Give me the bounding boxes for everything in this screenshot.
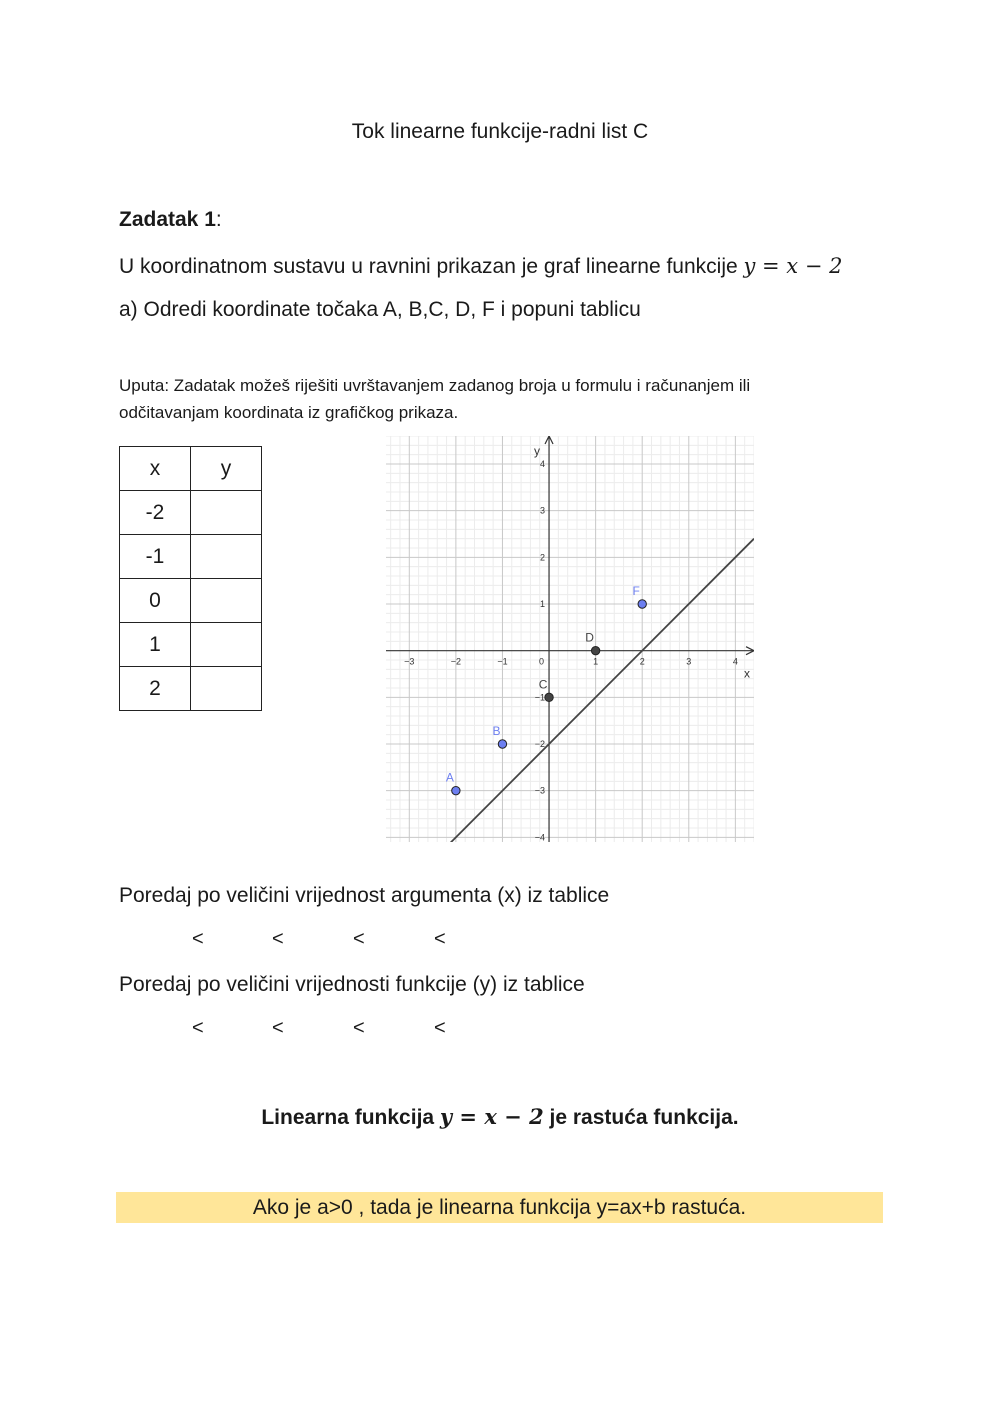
table-cell-x: 1	[120, 623, 191, 667]
task-heading-label: Zadatak 1	[119, 208, 216, 231]
task-part-a: a) Odredi koordinate točaka A, B,C, D, F i popuni tablicu	[119, 298, 641, 321]
y-tick-label: 4	[540, 459, 546, 469]
less-than-symbol: <	[434, 1017, 446, 1039]
y-axis-label: y	[534, 444, 541, 458]
task-formula: y = x − 2	[743, 254, 843, 278]
x-tick-label: −3	[404, 656, 415, 667]
table-header-row	[120, 447, 262, 491]
point-label-d: D	[585, 630, 594, 645]
task-heading-colon: :	[215, 208, 222, 231]
table-cell-x: -1	[120, 535, 191, 579]
table-cell-y-input[interactable]	[191, 491, 262, 535]
conclusion-prefix: Linearna funkcija	[261, 1106, 440, 1129]
conclusion	[0, 1104, 1000, 1130]
x-tick-label: 4	[732, 656, 738, 667]
point-label-c: C	[538, 677, 548, 692]
table-row	[120, 579, 262, 623]
value-table	[119, 446, 262, 711]
hint-line-2: odčitavanjam koordinata iz grafičkog prikaza.	[119, 403, 459, 422]
point-a	[452, 786, 460, 794]
task-statement	[119, 254, 842, 279]
table-row	[120, 623, 262, 667]
function-graph	[386, 436, 754, 842]
y-tick-label: −2	[534, 739, 546, 749]
y-tick-label: 1	[540, 599, 546, 609]
table-row	[120, 491, 262, 535]
argument-order-row	[0, 928, 1000, 956]
highlighted-rule: Ako je a>0 , tada je linearna funkcija y=ax+b rastuća.	[116, 1192, 883, 1223]
point-f	[638, 600, 646, 608]
point-c	[545, 693, 553, 701]
table-cell-y-input[interactable]	[191, 579, 262, 623]
function-line	[386, 539, 754, 842]
less-than-symbol: <	[192, 1017, 204, 1039]
x-tick-label: −2	[450, 656, 462, 667]
less-than-symbol: <	[272, 1017, 284, 1039]
y-tick-label: −3	[534, 785, 546, 796]
x-tick-label: 2	[639, 656, 645, 667]
point-label-f: F	[632, 584, 640, 598]
origin-label: 0	[539, 656, 545, 667]
y-tick-label: −4	[534, 832, 546, 842]
table-cell-y-input[interactable]	[191, 535, 262, 579]
hint-text	[119, 372, 859, 426]
y-tick-label: −1	[534, 692, 546, 703]
function-order-row	[0, 1017, 1000, 1045]
table-header-x: x	[120, 447, 191, 491]
task-statement-text: U koordinatnom sustavu u ravnini prikazan je graf linearne funkcije	[119, 255, 744, 278]
argument-order-prompt: Poredaj po veličini vrijednost argumenta (x) iz tablice	[119, 884, 610, 907]
less-than-symbol: <	[192, 928, 204, 950]
x-tick-label: −1	[497, 656, 508, 667]
less-than-symbol: <	[353, 928, 365, 950]
point-label-a: A	[445, 770, 454, 785]
y-tick-label: 3	[540, 505, 546, 516]
table-cell-x: 0	[120, 579, 191, 623]
conclusion-suffix: je rastuća funkcija.	[543, 1106, 739, 1129]
table-row	[120, 667, 262, 711]
function-order-prompt: Poredaj po veličini vrijednosti funkcije (y) iz tablice	[119, 973, 585, 996]
table-cell-y-input[interactable]	[191, 667, 262, 711]
task-heading	[119, 208, 222, 232]
table-cell-x: -2	[120, 491, 191, 535]
point-label-b: B	[492, 724, 501, 738]
table-cell-x: 2	[120, 667, 191, 711]
x-tick-label: 1	[593, 656, 599, 667]
table-cell-y-input[interactable]	[191, 623, 262, 667]
y-tick-label: 2	[540, 552, 546, 563]
hint-line-1: Uputa: Zadatak možeš riješiti uvrštavanjem zadanog broja u formulu i računanjem ili	[119, 376, 751, 395]
less-than-symbol: <	[272, 928, 284, 950]
page-title: Tok linearne funkcije-radni list C	[351, 120, 649, 143]
conclusion-formula: y = x − 2	[439, 1104, 544, 1129]
less-than-symbol: <	[434, 928, 446, 950]
table-header-y: y	[191, 447, 262, 491]
table-row	[120, 535, 262, 579]
point-d	[591, 646, 599, 654]
x-axis-label: x	[744, 666, 750, 681]
point-b	[498, 740, 506, 748]
x-tick-label: 3	[686, 656, 692, 667]
less-than-symbol: <	[353, 1017, 365, 1039]
